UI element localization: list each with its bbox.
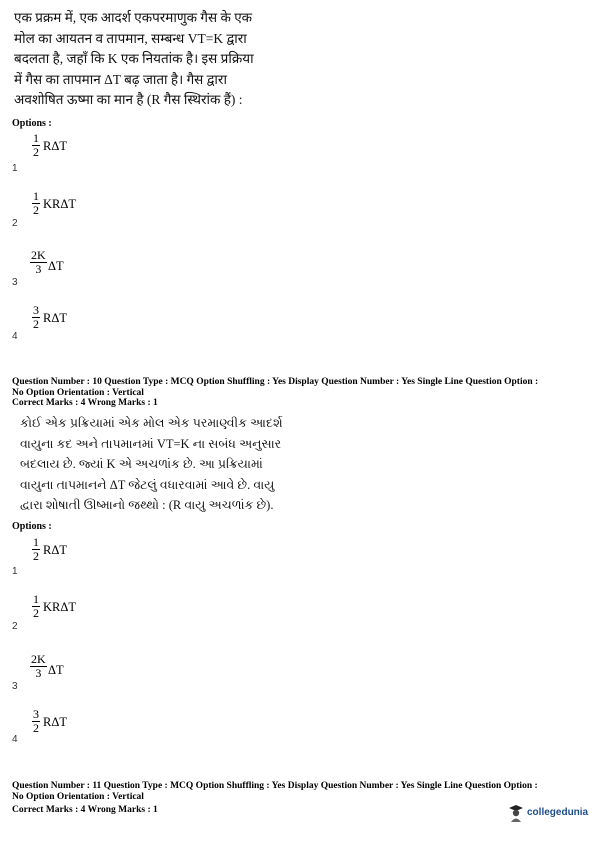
meta-line: Question Number : 10 Question Type : MCQ Option Shuffling : Yes Display Question Number : Yes Single Line Question Option : [12, 377, 539, 387]
meta-line: No Option Orientation : Vertical [12, 791, 144, 802]
question-text-line: बदलता है, जहाँ कि K एक नियतांक है। इस प्रक्रिया [14, 51, 254, 66]
option-number: 2 [12, 218, 18, 229]
option-number: 1 [12, 566, 18, 577]
question-10-meta [12, 377, 584, 409]
option-number: 3 [12, 277, 18, 288]
fraction: 1 2 [33, 189, 39, 217]
option-expression: RΔT [43, 139, 68, 153]
fraction: 2K 3 [31, 652, 46, 680]
fraction: 3 2 [33, 303, 39, 331]
meta-line: No Option Orientation : Vertical [12, 387, 144, 398]
option-expression: RΔT [43, 715, 68, 729]
fraction: 1 2 [33, 535, 39, 563]
graduate-icon [508, 803, 524, 823]
option-expression: ΔT [48, 259, 64, 273]
marks-line: Correct Marks : 4 Wrong Marks : 1 [12, 398, 158, 408]
question-text-line: દ્વારા શોષાતી ઊષ્માનો જથ્થો : (R વાયુ અચળાંક છે). [20, 498, 274, 512]
question-text-line: अवशोषित ऊष्मा का मान है (R गैस स्थिरांक हैं) : [14, 92, 243, 107]
option-number: 3 [12, 681, 18, 692]
fraction: 2K 3 [31, 248, 46, 276]
option-expression: RΔT [43, 311, 68, 325]
option-expression: RΔT [43, 543, 68, 557]
options-label: Options : [12, 521, 52, 532]
option-2[interactable] [12, 593, 212, 643]
option-3[interactable] [12, 249, 212, 299]
logo-text: collegedunia [527, 807, 589, 818]
question-text-line: में गैस का तापमान ΔT बढ़ जाता है। गैस द्वारा [14, 71, 227, 87]
fraction: 1 2 [33, 131, 39, 159]
option-2[interactable] [12, 190, 212, 240]
question-text-line: एक प्रक्रम में, एक आदर्श एकपरमाणुक गैस के एक [14, 10, 253, 25]
question-text-line: વાયુના કદ અને તાપમાનમાં VT=K ના સબંધ અનુસાર [20, 436, 282, 451]
meta-line: Question Number : 11 Question Type : MCQ Option Shuffling : Yes Display Question Number : Yes Single Line Question Option : [12, 781, 538, 791]
question-11-meta [12, 781, 584, 816]
option-expression: KRΔT [43, 600, 77, 614]
collegedunia-logo [508, 800, 588, 826]
option-number: 4 [12, 734, 18, 745]
marks-line: Correct Marks : 4 Wrong Marks : 1 [12, 805, 158, 815]
question-text-line: કોઈ એક પ્રક્રિયામાં એક મોલ એક પરમાણ્વીક આદર્શ [20, 416, 283, 430]
option-4[interactable] [12, 708, 212, 758]
option-1[interactable] [12, 536, 212, 586]
question-9-text [14, 8, 254, 111]
option-expression: ΔT [48, 663, 64, 677]
fraction: 3 2 [33, 707, 39, 735]
question-10-text [20, 413, 283, 516]
question-text-line: વાયુના તાપમાનને ΔT જેટલું વધારવામાં આવે છે. વાયુ [20, 477, 275, 492]
option-number: 1 [12, 163, 18, 174]
options-label: Options : [12, 118, 52, 129]
option-number: 4 [12, 331, 18, 342]
question-text-line: मोल का आयतन व तापमान, सम्बन्ध VT=K द्वारा [14, 30, 247, 46]
fraction: 1 2 [33, 592, 39, 620]
option-4[interactable] [12, 304, 212, 354]
option-expression: KRΔT [43, 197, 77, 211]
option-1[interactable] [12, 132, 212, 182]
option-number: 2 [12, 621, 18, 632]
question-text-line: બદલાય છે. જ્યાં K એ અચળાંક છે. આ પ્રક્રિયામાં [20, 457, 263, 471]
option-3[interactable] [12, 653, 212, 703]
